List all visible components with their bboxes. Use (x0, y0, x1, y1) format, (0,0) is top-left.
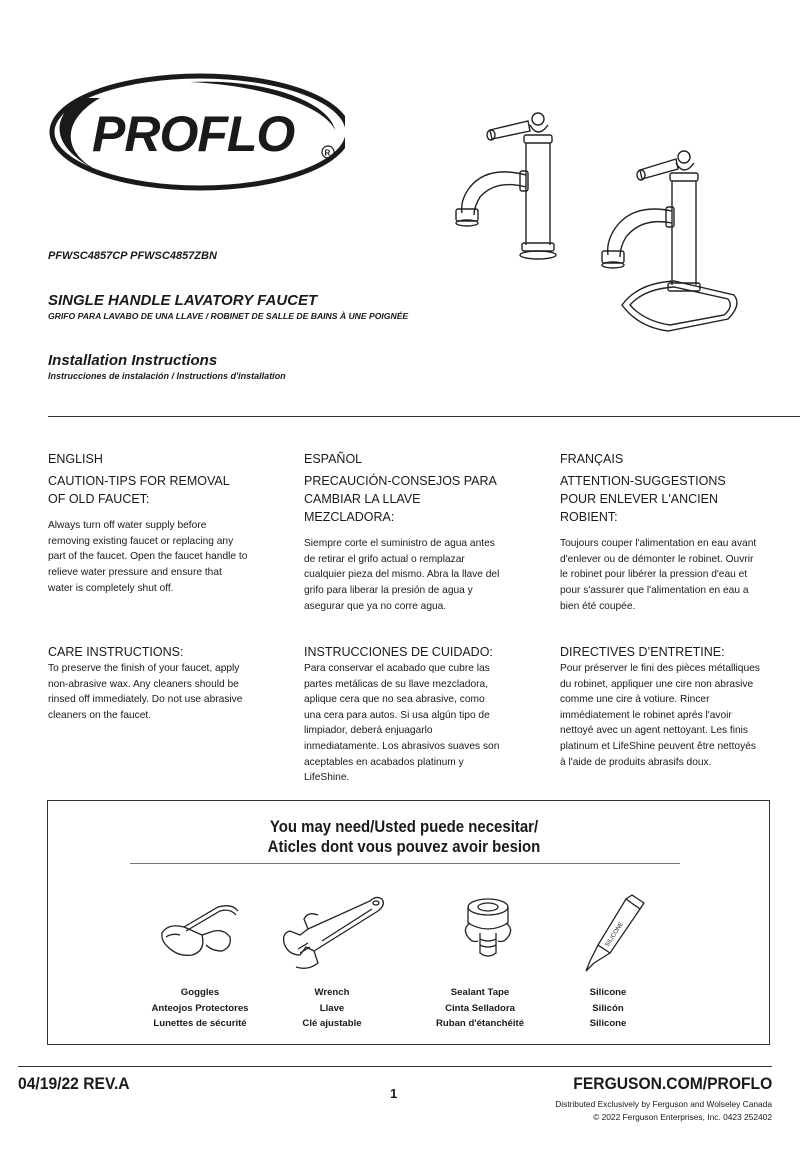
language-heading: ENGLISH (48, 452, 103, 466)
tools-box-title (48, 817, 759, 857)
wrench-icon (278, 893, 390, 975)
proflo-logo (40, 68, 345, 196)
tool-name-en: Goggles (180, 987, 220, 998)
sealant-tape-icon (458, 893, 518, 965)
tool-name-fr: Ruban d'étanchéité (435, 1018, 525, 1029)
svg-text:PROFLO: PROFLO (92, 106, 295, 162)
tool-label-wrench (252, 985, 412, 1032)
product-subtitle: GRIFO PARA LAVABO DE UNA LLAVE / ROBINET DE SALLE DE BAINS À UNE POIGNÉE (48, 311, 409, 321)
column-english (48, 452, 248, 597)
tools-title-line-1: You may need/Usted puede necesitar/ (269, 817, 539, 836)
svg-text:R: R (324, 148, 331, 158)
model-numbers: PFWSC4857CP PFWSC4857ZBN (48, 250, 217, 262)
instructions-subtitle: Instrucciones de instalación / Instructions d'installation (48, 371, 286, 381)
care-text: Para conservar el acabado que cubre las partes metálicas de su llave mezcladora, aplique cera que no sea abrasive, como una cera para autos. Si usa algún tipo de limpiador, deberá enjuagarlo inmediatamente. Los abrasivos suaves son aceptables en acabados platinum y LifeShine. (304, 663, 500, 784)
divider (48, 416, 800, 417)
tools-divider (130, 863, 680, 864)
care-french (560, 644, 760, 770)
tool-name-en: Silicone (589, 987, 627, 998)
instructions-title: Installation Instructions (48, 352, 218, 369)
svg-text:SILICONE: SILICONE (604, 921, 625, 949)
distributor-text: Distributed Exclusively by Ferguson and Wolseley Canada (555, 1099, 772, 1109)
tool-name-es: Anteojos Protectores (151, 1002, 249, 1014)
goggles-icon (158, 893, 242, 965)
copyright-text: © 2022 Ferguson Enterprises, Inc. 0423 252402 (593, 1112, 772, 1122)
care-text: To preserve the finish of your faucet, apply non-abrasive wax. Any cleaners should be rinsed off immediately. Do not use abrasive cleaners on the faucet. (48, 663, 243, 721)
revision-date: 04/19/22 REV.A (18, 1074, 130, 1093)
caution-heading: PRECAUCIÓN-CONSEJOS PARA CAMBIAR LA LLAVE MEZCLADORA: (304, 474, 497, 524)
tool-name-fr: Silicone (589, 1018, 627, 1029)
tool-name-es: Llave (319, 1002, 345, 1014)
caution-heading: ATTENTION-SUGGESTIONS POUR ENLEVER L'ANCIEN ROBIENT: (560, 474, 726, 524)
tool-name-es: Cinta Selladora (445, 1002, 515, 1014)
language-heading: ESPAÑOL (304, 452, 363, 466)
column-french (560, 452, 760, 615)
caution-text: Always turn off water supply before removing existing faucet or replacing any part of the faucet. Open the faucet handle to relieve water pressure and ensure that water is completely shut off. (48, 520, 248, 594)
language-heading: FRANÇAIS (560, 452, 624, 466)
faucet-illustration-2 (602, 151, 737, 331)
tool-name-es: Silicón (592, 1002, 624, 1014)
care-heading: CARE INSTRUCTIONS: (48, 645, 184, 659)
distribution-info (555, 1098, 772, 1124)
silicone-tube-icon (582, 893, 646, 973)
care-text: Pour préserver le fini des pièces métalliques du robinet, appliquer une cire non abrasive comme une cire à votiure. Rincer immédiatement le robinet aprés l'avoir nettoyé avec un agent nettoyant. Les finis platinum et LifeShine peuvent être nettoyés à l'aide de produits abrasifs doux. (560, 663, 760, 768)
caution-text: Toujours couper l'alimentation en eau avant d'enlever ou de démonter le robinet. Ouvrir le robinet pour libérer la pression d'eau et pour s'assurer que l'alimentation en eau a bien été coupée. (560, 538, 757, 612)
tools-title-line-2: Aticles dont vous pouvez avoir besion (267, 837, 541, 856)
caution-heading: CAUTION-TIPS FOR REMOVAL OF OLD FAUCET: (48, 474, 230, 506)
tool-name-en: Wrench (314, 987, 350, 998)
tool-name-fr: Clé ajustable (302, 1018, 362, 1029)
column-spanish (304, 452, 504, 615)
tool-name-en: Sealant Tape (450, 987, 510, 998)
tool-name-fr: Lunettes de sécurité (153, 1018, 247, 1029)
faucet-illustration-1 (456, 113, 556, 259)
footer-divider (18, 1066, 772, 1067)
care-heading: INSTRUCCIONES DE CUIDADO: (304, 645, 493, 659)
caution-text: Siempre corte el suministro de agua antes de retirar el grifo actual o remplazar cualquier pieza del mismo. Abra la llave del grifo para liberar la presión de agua y asegurar que ya no corre agua. (304, 538, 500, 612)
website-link[interactable]: FERGUSON.COM/PROFLO (573, 1074, 772, 1093)
faucet-illustration (438, 105, 748, 335)
care-english (48, 644, 248, 723)
page-number: 1 (390, 1086, 398, 1101)
tool-label-silicone (528, 985, 688, 1032)
product-title: SINGLE HANDLE LAVATORY FAUCET (48, 292, 318, 309)
care-spanish (304, 644, 504, 786)
care-heading: DIRECTIVES D’ENTRETINE: (560, 645, 725, 659)
